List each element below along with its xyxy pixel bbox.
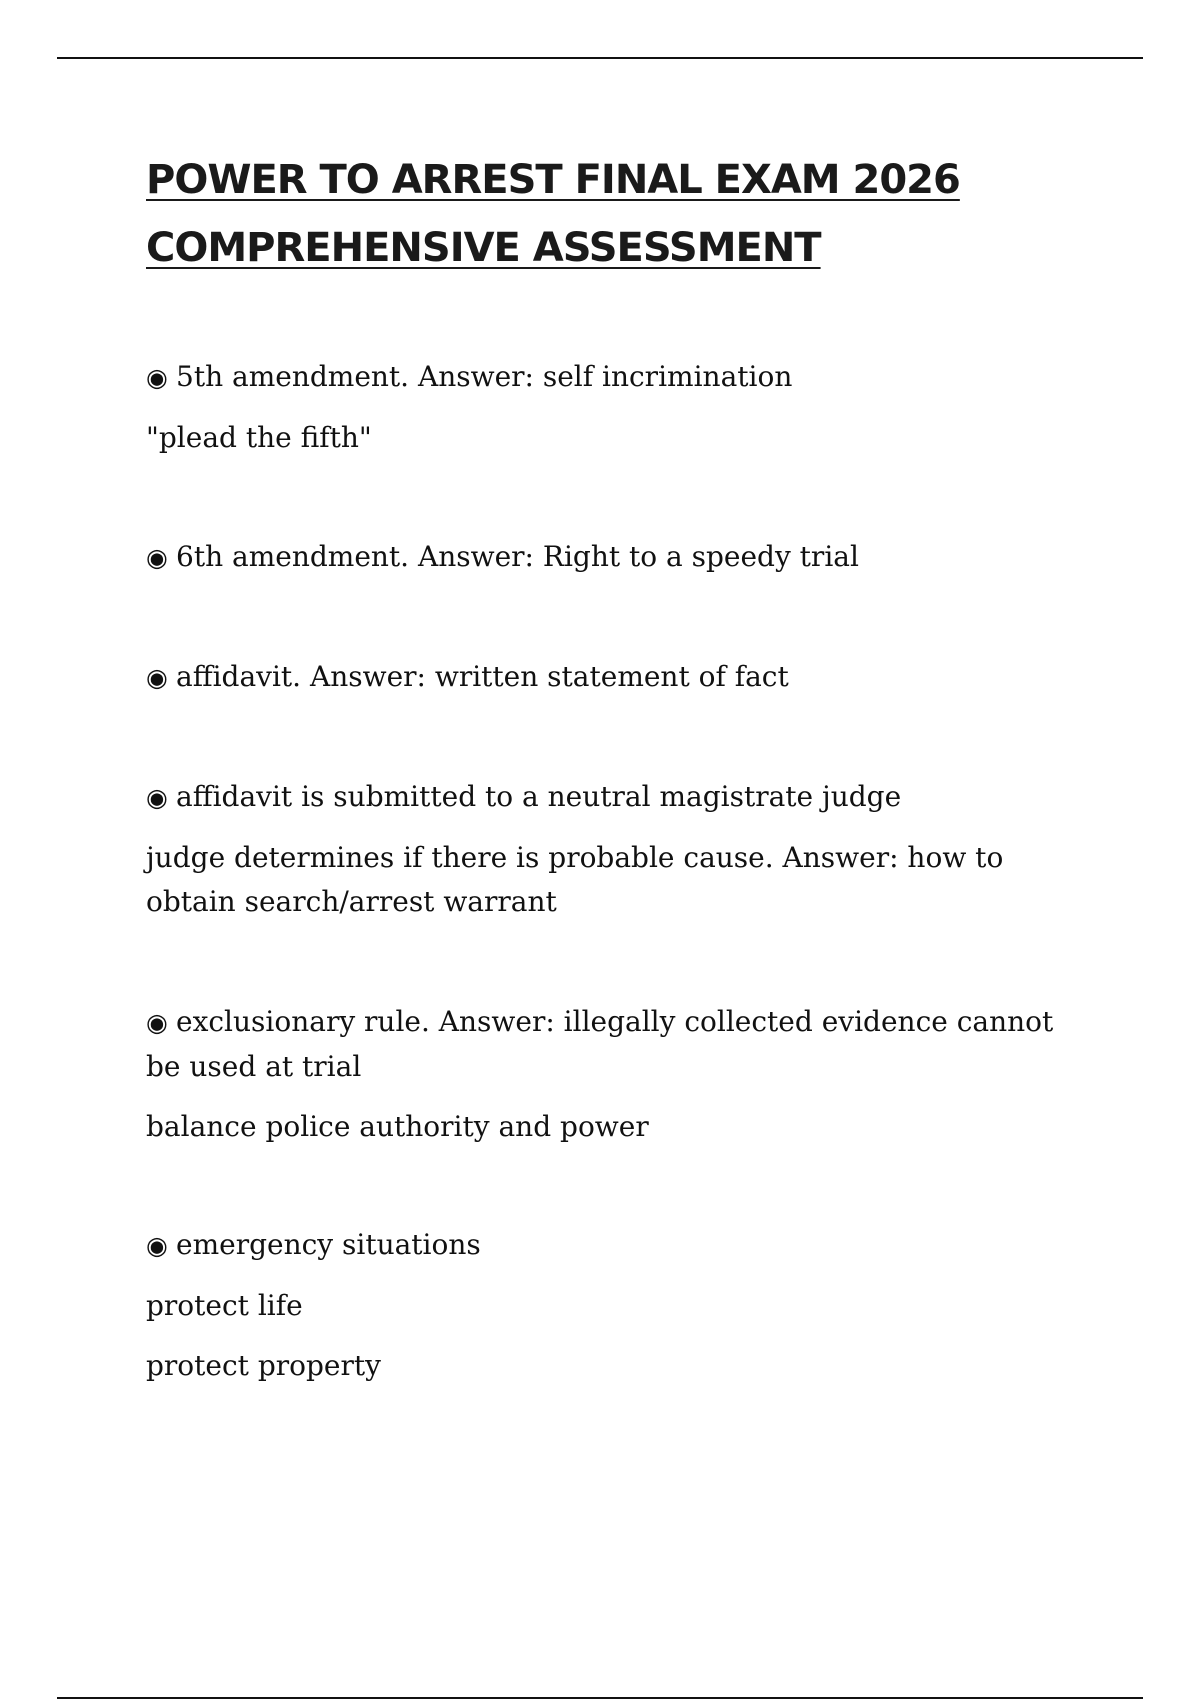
- question-line: [146, 535, 1076, 580]
- bullet-icon: ◉: [146, 783, 168, 812]
- question-text: affidavit is submitted to a neutral magistrate judge: [176, 780, 902, 813]
- document-title: [146, 146, 1076, 282]
- question-line: [146, 1000, 1076, 1089]
- bullet-icon: ◉: [146, 363, 168, 392]
- question-text: exclusionary rule. Answer: illegally collected evidence cannot be used at trial: [146, 1005, 1054, 1083]
- title-line-2: COMPREHENSIVE ASSESSMENT: [146, 225, 821, 271]
- answer-detail: protect property: [146, 1349, 381, 1382]
- question-item: [146, 535, 1076, 596]
- bullet-icon: ◉: [146, 1008, 168, 1037]
- question-item: [146, 1000, 1076, 1165]
- question-item: [146, 1223, 1076, 1404]
- question-item: [146, 355, 1076, 476]
- bottom-rule: [57, 1697, 1143, 1699]
- bullet-icon: ◉: [146, 663, 168, 692]
- bullet-icon: ◉: [146, 1231, 168, 1260]
- question-text: 6th amendment. Answer: Right to a speedy trial: [176, 540, 859, 573]
- title-line-1: POWER TO ARREST FINAL EXAM 2026: [146, 157, 960, 203]
- answer-detail: judge determines if there is probable cause. Answer: how to obtain search/arrest warrant: [146, 841, 1004, 918]
- bullet-icon: ◉: [146, 543, 168, 572]
- question-line: [146, 655, 1076, 700]
- question-line: [146, 775, 1076, 820]
- answer-detail: "plead the fifth": [146, 421, 372, 454]
- question-line: [146, 1223, 1076, 1268]
- question-text: emergency situations: [176, 1228, 481, 1261]
- question-item: [146, 775, 1076, 940]
- answer-detail: protect life: [146, 1289, 303, 1322]
- question-item: [146, 655, 1076, 716]
- top-rule: [57, 57, 1143, 59]
- question-text: affidavit. Answer: written statement of fact: [176, 660, 789, 693]
- question-text: 5th amendment. Answer: self incrimination: [176, 360, 793, 393]
- answer-detail: balance police authority and power: [146, 1110, 649, 1143]
- question-line: [146, 355, 1076, 400]
